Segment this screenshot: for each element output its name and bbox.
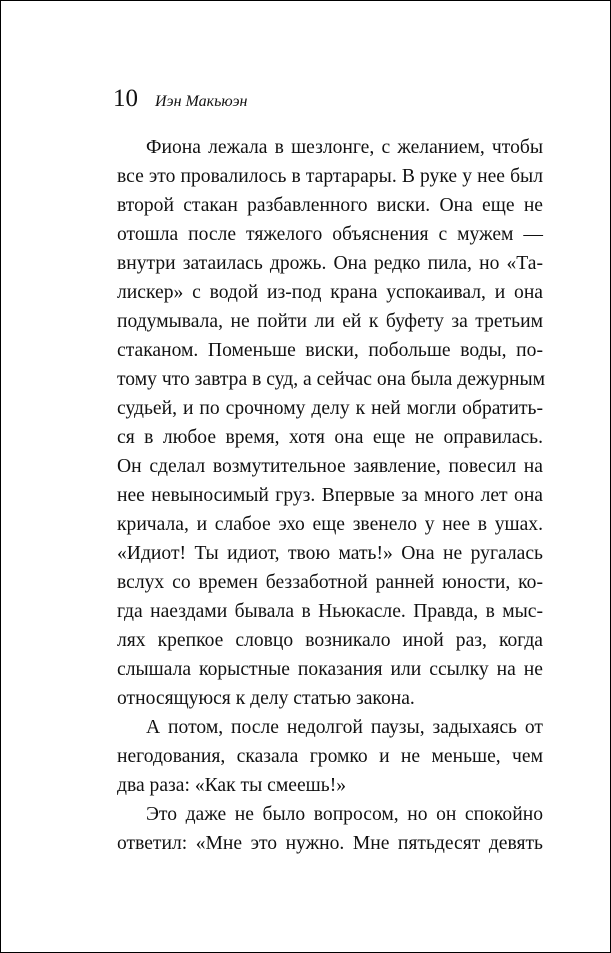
text-line: лях крепкое словцо возникало иной раз, когда	[117, 630, 543, 651]
text-line: негодования, сказала громко и не меньше, чем	[117, 746, 543, 767]
text-line: кричала, и слабое эхо еще звенело у нее в ушах.	[117, 514, 543, 535]
text-line: Это даже не было вопросом, но он спокойно	[146, 804, 543, 825]
text-line: лискер» с водой из-под крана успокаивал, и она	[117, 282, 543, 303]
text-line: два раза: «Как ты смеешь!»	[117, 775, 347, 796]
text-line: судьей, и по срочному делу к ней могли обратить-	[117, 398, 543, 419]
page-number: 10	[113, 85, 138, 112]
text-line: слышала корыстные показания или ссылку на не	[117, 659, 543, 680]
running-head: Иэн Макьюэн	[155, 93, 248, 110]
text-line: вслух со времен беззаботной ранней юности, ко-	[117, 572, 543, 593]
text-line: второй стакан разбавленного виски. Она еще не	[117, 195, 543, 216]
text-line: Фиона лежала в шезлонге, с желанием, чтобы	[146, 137, 543, 158]
text-line: Он сделал возмутительное заявление, повесил на	[117, 456, 543, 477]
text-line: относящуюся к делу статью закона.	[117, 688, 415, 709]
text-line: нее невыносимый груз. Впервые за много лет она	[117, 485, 543, 506]
text-line: тому что завтра в суд, а сейчас она была дежурным	[117, 369, 546, 390]
body-text	[117, 133, 546, 858]
text-line: подумывала, не пойти ли ей к буфету за третьим	[117, 311, 543, 332]
page-header	[113, 85, 247, 115]
text-line: внутри затаилась дрожь. Она редко пила, но «Та-	[117, 253, 543, 274]
text-line: все это провалилось в тартарары. В руке у нее был	[117, 166, 543, 187]
text-line: А потом, после недолгой паузы, задыхаясь от	[146, 717, 543, 738]
text-line: гда наездами бывала в Ньюкасле. Правда, в мыс-	[117, 601, 543, 622]
text-line: «Идиот! Ты идиот, твою мать!» Она не ругалась	[117, 543, 543, 564]
text-line: отошла после тяжелого объяснения с мужем —	[117, 224, 543, 245]
text-line: ся в любое время, хотя она еще не оправилась.	[117, 427, 543, 448]
text-line: стаканом. Поменьше виски, побольше воды, по-	[117, 340, 543, 361]
text-line: ответил: «Мне это нужно. Мне пятьдесят девять	[117, 833, 543, 854]
